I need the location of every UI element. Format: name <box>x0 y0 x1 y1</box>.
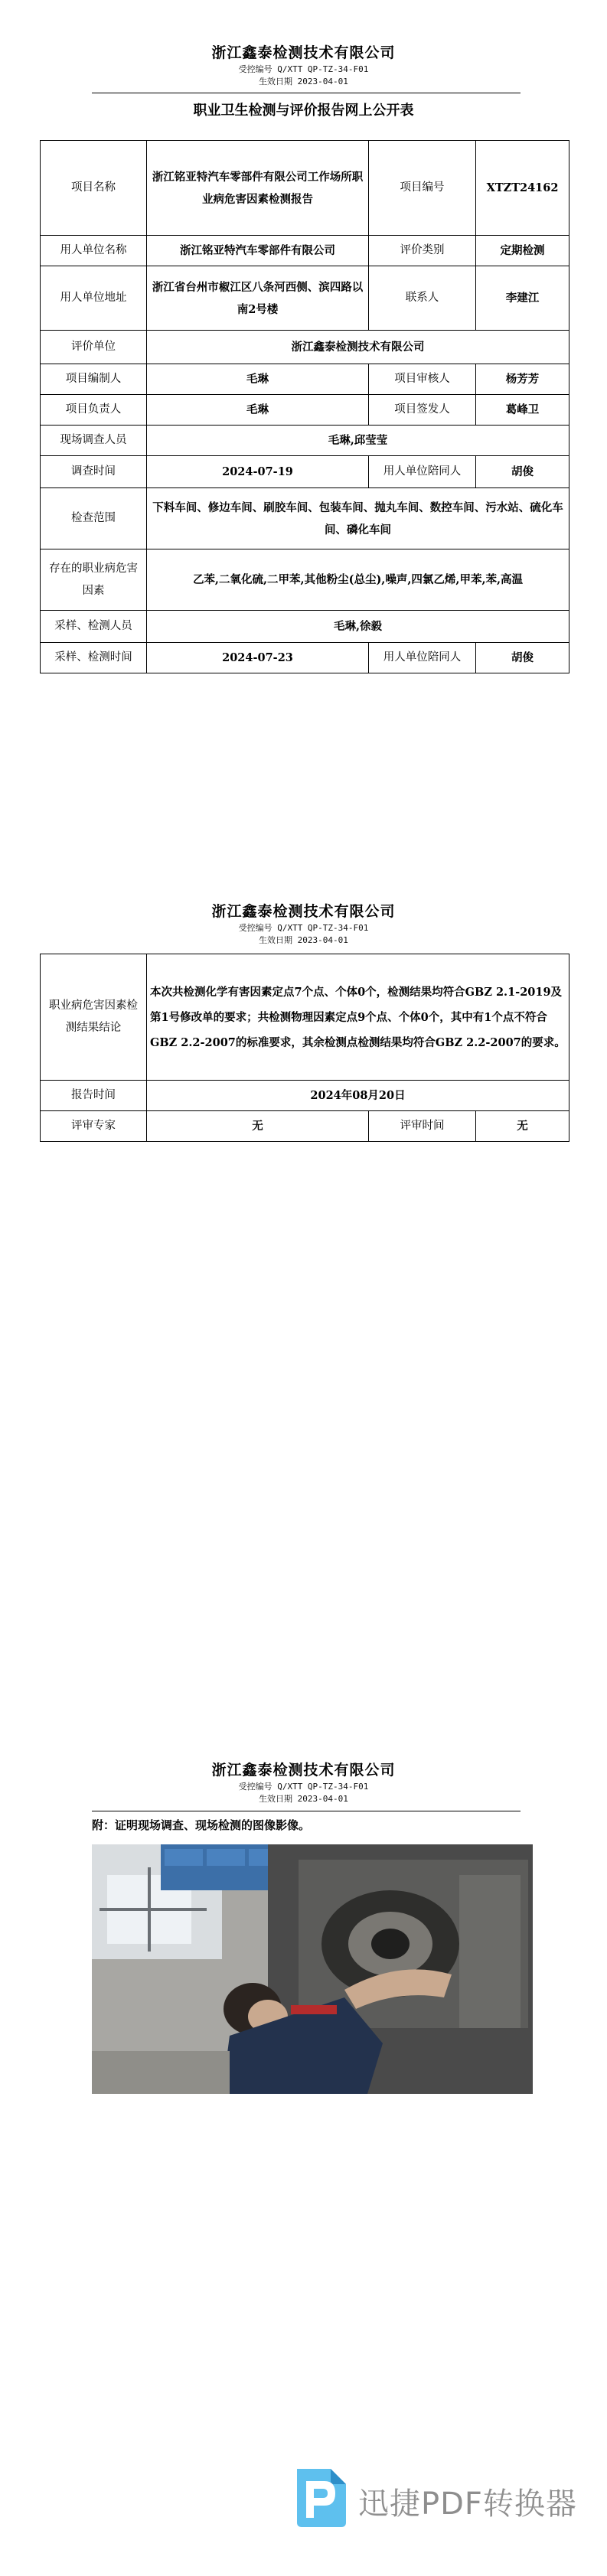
report-time-label: 报告时间 <box>41 1081 147 1111</box>
site-photo <box>92 1844 533 2094</box>
reviewer: 杨芳芳 <box>476 364 569 395</box>
hazards-label: 存在的职业病危害因素 <box>41 549 147 611</box>
project-no-label: 项目编号 <box>369 141 476 236</box>
report-time: 2024年08月20日 <box>147 1081 569 1111</box>
hazards: 乙苯,二氧化硫,二甲苯,其他粉尘(总尘),噪声,四氯乙烯,甲苯,苯,高温 <box>147 549 569 611</box>
review-time-label: 评审时间 <box>369 1111 476 1142</box>
accompany2: 胡俊 <box>476 643 569 673</box>
document-title: 职业卫生检测与评价报告网上公开表 <box>193 103 414 119</box>
sampling-staff: 毛琳,徐毅 <box>147 611 569 643</box>
table-row <box>41 331 569 364</box>
review-time: 无 <box>476 1111 569 1142</box>
employer-name-label: 用人单位名称 <box>41 236 147 266</box>
page3-header <box>0 1759 607 1805</box>
expert: 无 <box>147 1111 369 1142</box>
site-investigators-label: 现场调查人员 <box>41 426 147 456</box>
project-no: XTZT24162 <box>476 141 569 236</box>
table-row <box>41 236 569 266</box>
table-row <box>41 266 569 331</box>
table-row <box>41 1081 569 1111</box>
page2-header <box>0 900 607 947</box>
scope: 下料车间、修边车间、刷胶车间、包装车间、抛丸车间、数控车间、污水站、硫化车间、磷化车间 <box>147 488 569 549</box>
company-name: 浙江鑫泰检测技术有限公司 <box>211 44 396 61</box>
conclusion-label: 职业病危害因素检测结果结论 <box>41 954 147 1081</box>
effective-date: 生效日期 2023-04-01 <box>259 1794 348 1804</box>
contact: 李建江 <box>476 266 569 331</box>
table-row <box>41 426 569 456</box>
control-number: 受控编号 Q/XTT QP-TZ-34-F01 <box>238 1782 369 1792</box>
accompany-label: 用人单位陪同人 <box>369 456 476 488</box>
survey-time: 2024-07-19 <box>147 456 369 488</box>
table-row <box>41 395 569 426</box>
contact-label: 联系人 <box>369 266 476 331</box>
site-photo-illustration <box>92 1844 533 2094</box>
watermark <box>289 2466 577 2532</box>
accompany2-label: 用人单位陪同人 <box>369 643 476 673</box>
company-name: 浙江鑫泰检测技术有限公司 <box>211 903 396 920</box>
company-name: 浙江鑫泰检测技术有限公司 <box>211 1762 396 1779</box>
expert-label: 评审专家 <box>41 1111 147 1142</box>
sampling-time-label: 采样、检测时间 <box>41 643 147 673</box>
scope-label: 检查范围 <box>41 488 147 549</box>
issuer-label: 项目签发人 <box>369 395 476 426</box>
page1-header <box>0 41 607 88</box>
sampling-staff-label: 采样、检测人员 <box>41 611 147 643</box>
table-row <box>41 643 569 673</box>
eval-type: 定期检测 <box>476 236 569 266</box>
conclusion: 本次共检测化学有害因素定点7个点、个体0个，检测结果均符合GBZ 2.1-2019及第1号修改单的要求；共检测物理因素定点9个点、个体0个，其中有1个点不符合GBZ 2.2-2007的标准要求，其余检测点检测结果均符合GBZ 2.2-2007的要求。 <box>147 954 569 1081</box>
report-table-1 <box>40 140 569 673</box>
employer-address: 浙江省台州市椒江区八条河西侧、滨四路以南2号楼 <box>147 266 369 331</box>
attachment-caption: 附：证明现场调查、现场检测的图像影像。 <box>92 1818 311 1832</box>
control-number: 受控编号 Q/XTT QP-TZ-34-F01 <box>238 923 369 933</box>
effective-date: 生效日期 2023-04-01 <box>259 77 348 86</box>
reviewer-label: 项目审核人 <box>369 364 476 395</box>
eval-unit-label: 评价单位 <box>41 331 147 364</box>
employer-name: 浙江铭亚特汽车零部件有限公司 <box>147 236 369 266</box>
compiler-label: 项目编制人 <box>41 364 147 395</box>
table-row <box>41 611 569 643</box>
eval-type-label: 评价类别 <box>369 236 476 266</box>
eval-unit: 浙江鑫泰检测技术有限公司 <box>147 331 569 364</box>
site-investigators: 毛琳,邱莹莹 <box>147 426 569 456</box>
table-row <box>41 456 569 488</box>
project-name: 浙江铭亚特汽车零部件有限公司工作场所职业病危害因素检测报告 <box>147 141 369 236</box>
pdf-logo-icon <box>289 2466 351 2529</box>
table-row <box>41 488 569 549</box>
leader: 毛琳 <box>147 395 369 426</box>
control-number: 受控编号 Q/XTT QP-TZ-34-F01 <box>238 64 369 74</box>
report-table-2 <box>40 954 569 1142</box>
employer-address-label: 用人单位地址 <box>41 266 147 331</box>
sampling-time: 2024-07-23 <box>147 643 369 673</box>
table-row <box>41 954 569 1081</box>
table-row <box>41 364 569 395</box>
table-row <box>41 549 569 611</box>
table-row <box>41 141 569 236</box>
issuer: 葛峰卫 <box>476 395 569 426</box>
project-name-label: 项目名称 <box>41 141 147 236</box>
effective-date: 生效日期 2023-04-01 <box>259 935 348 945</box>
compiler: 毛琳 <box>147 364 369 395</box>
accompany: 胡俊 <box>476 456 569 488</box>
leader-label: 项目负责人 <box>41 395 147 426</box>
watermark-text: 迅捷PDF转换器 <box>358 2486 577 2522</box>
table-row <box>41 1111 569 1142</box>
survey-time-label: 调查时间 <box>41 456 147 488</box>
